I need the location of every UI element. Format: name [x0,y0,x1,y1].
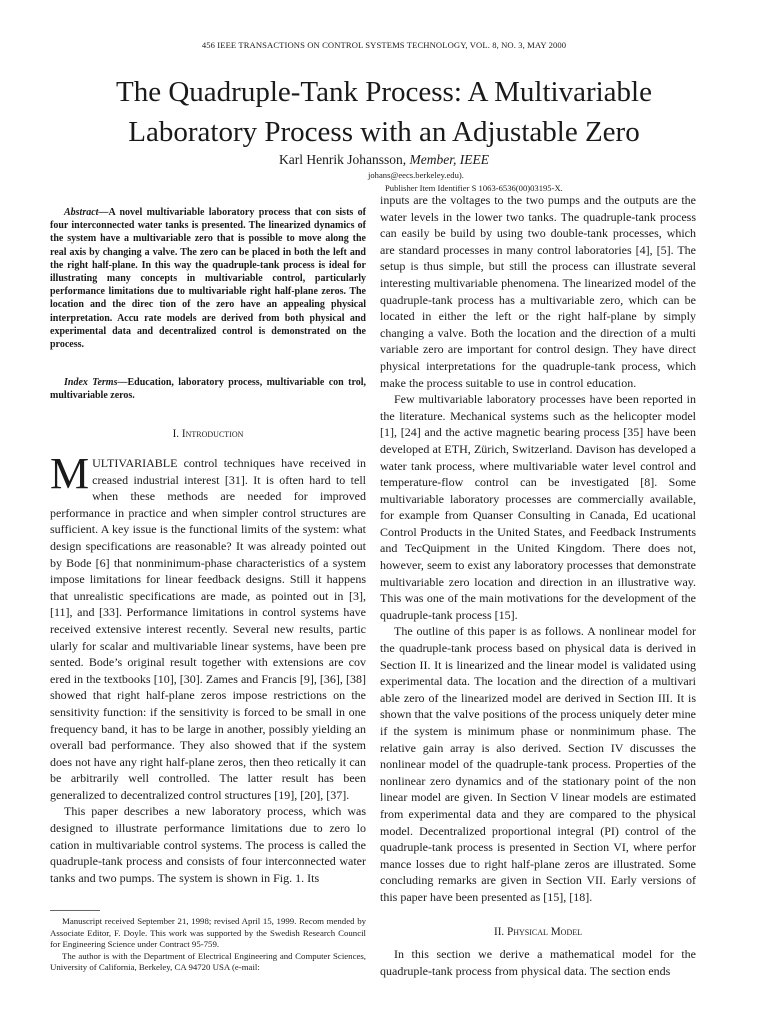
physical-model-body [380,946,696,979]
section-heading-introduction [50,428,366,440]
footnotes [50,916,366,974]
title-line-2: Laboratory Process with an Adjustable Zero [128,116,640,148]
footnote-manuscript: Manuscript received September 21, 1998; revised April 15, 1999. Recom mended by Associate Editor, F. Doyle. This work was supported by the Swedish Research Council for Engineering Science under Contract 95-759. [50,916,366,949]
abstract [50,206,366,351]
introduction-body [50,449,366,886]
section-number: I. [172,428,182,440]
right-column-body [380,192,696,906]
index-terms-text: Education, laboratory process, multivariable con trol, multivariable zeros. [50,377,366,402]
title-line-1: The Quadruple-Tank Process: A Multivariable [116,76,652,108]
drop-cap: M [50,449,90,498]
right-paragraph-2: Few multivariable laboratory processes have been reported in the literature. Mechanical systems such as the helicopter model [1], [24] and the active magnetic bearing process [35] have been developed at ETH, Zürich, Switzerland. Davison has developed a water tank process, where multivariable water level control and temperature-flow control can be investigated [8]. Some multivariable laboratory processes are commercially available, for example from Quanser Consulting in Canada, Ed ucational Control Products in the United States, and Feedback Instruments and TecQuipment in the United Kingdom. There does not, however, seem to exist any laboratory processes that demonstrate multivariable zero location and direction in an illustrative way. This was one of the main motivations for the development of the quadruple-tank process [15]. [380,392,696,622]
intro-paragraph-1-text: control techniques have received in creased industrial interest [31]. It is often hard to tell when these methods are needed for improved performance in practice and when simpler control structures are sufficient. A key issue is the functional limits of the system: what design specifications are reasonable? It was already pointed out by Bode [6] that nonminimum-phase characteristics of a system impose limitations for linear feedback designs. Still it happens that unrealistic specifications are made, as pointed out in [3], [11], and [33]. Performance limitations in control systems have received extensive interest recently. Several new results, partic ularly for scalar and multivariable linear systems, have been pre sented. Bode’s original result together with extensions are cov ered in the textbooks [10], [30]. Zames and Francis [9], [36], [38] showed that right half-plane zeros impose restrictions on the sensitivity function: if the sensitivity is forced to be small in one frequency band, it has to be large in another, possibly yielding an overall bad performance. They also showed that if the system does not have any right half-plane zeros, then theo retically it can be arbitrarily well controlled. The latter result has been generalized to decentralized control structures [19], [20], [37]. [50,456,366,802]
section-title: Introduction [181,428,244,440]
abstract-lead: Abstract— [64,207,109,218]
author-membership: Member, IEEE [409,152,489,167]
right-paragraph-1: inputs are the voltages to the two pumps and the outputs are the water levels in the lower two tanks. The quadruple-tank process can easily be build by using two double-tank processes, which are standard processes in many control laboratories [4], [5]. The setup is thus simple, but still the process can illustrate several interesting multivariable phenomena. The linearized model of the quadruple-tank process has a multivariable zero, which can be located in either the left or the right half-plane by simply changing a valve. Both the location and the direction of a multi variable zero are important for control design. They have direct physical interpretations for the quadruple-tank process, which make the process suitable to use in control education. [380,193,696,390]
author-name: Karl Henrik Johansson, [279,152,407,167]
author-line [0,152,768,168]
index-terms-lead: Index Terms— [64,377,128,388]
abstract-text: A novel multivariable laboratory process that con sists of four interconnected water tanks is presented. The linearized dynamics of the system have a multivariable zero that is possible to move along the real axis by changing a valve. The zero can be placed in both the left and the right half-plane. In this way the quadruple-tank process is ideal for illustrating many concepts in multivariable control, particularly performance limitations due to multivariable right half-plane zeros. The location and the direc tion of the zero have an appealing physical interpretation. Accu rate models are derived from both physical and experimental data and decentralized control is demonstrated on the process. [50,207,366,351]
right-paragraph-3: The outline of this paper is as follows. A nonlinear model for the quadruple-tank process based on physical data is derived in Section II. It is linearized and the linear model is validated using experimental data. The location and the direction of a multivari able zero of the linearized model are derived in Section III. It is shown that the valve positions of the process uniquely deter mine if the system is minimum phase or nonminimum phase. The relative gain array is also derived. Section IV discusses the nonlinear model of the quadruple-tank process. Properties of the nonlinear zero dynamics and of the stationary point of the non linear model are given. In Section V linear models are estimated from experimental data and they are compared to the physical model. Decentralized proportional integral (PI) control of the quadruple-tank process is presented in Section VI, where perfor mance losses due to right half-plane zeros are illustrated. Some concluding remarks are given in Section VII. Early versions of this paper have been presented as [15], [18]. [380,624,696,904]
footnote-rule [50,910,100,911]
email-continuation: johans@eecs.berkeley.edu). [368,170,464,180]
intro-paragraph-2: This paper describes a new laboratory process, which was designed to illustrate performance limitations due to zero lo cation in multivariable control systems. The process is called the quadruple-tank process and consists of four interconnected water tanks and two pumps. The system is shown in Fig. 1. Its [50,804,366,885]
publisher-item-id: Publisher Item Identifier S 1063-6536(00)03195-X. [385,183,563,193]
intro-first-word: ULTIVARIABLE [92,456,178,470]
intro-paragraph-1 [50,449,366,803]
paper-title [40,72,728,152]
section-title: Physical Model [507,926,582,938]
section-number: II. [493,926,508,938]
running-header: 456 IEEE TRANSACTIONS ON CONTROL SYSTEMS TECHNOLOGY, VOL. 8, NO. 3, MAY 2000 [201,40,567,50]
footnote-author: The author is with the Department of Electrical Engineering and Computer Sciences, University of California, Berkeley, CA 94720 USA (e-mail: [50,950,366,972]
section-heading-physical-model [380,926,696,938]
index-terms [50,376,366,402]
right-paragraph-4: In this section we derive a mathematical model for the quadruple-tank process from physical data. The section ends [380,947,696,978]
